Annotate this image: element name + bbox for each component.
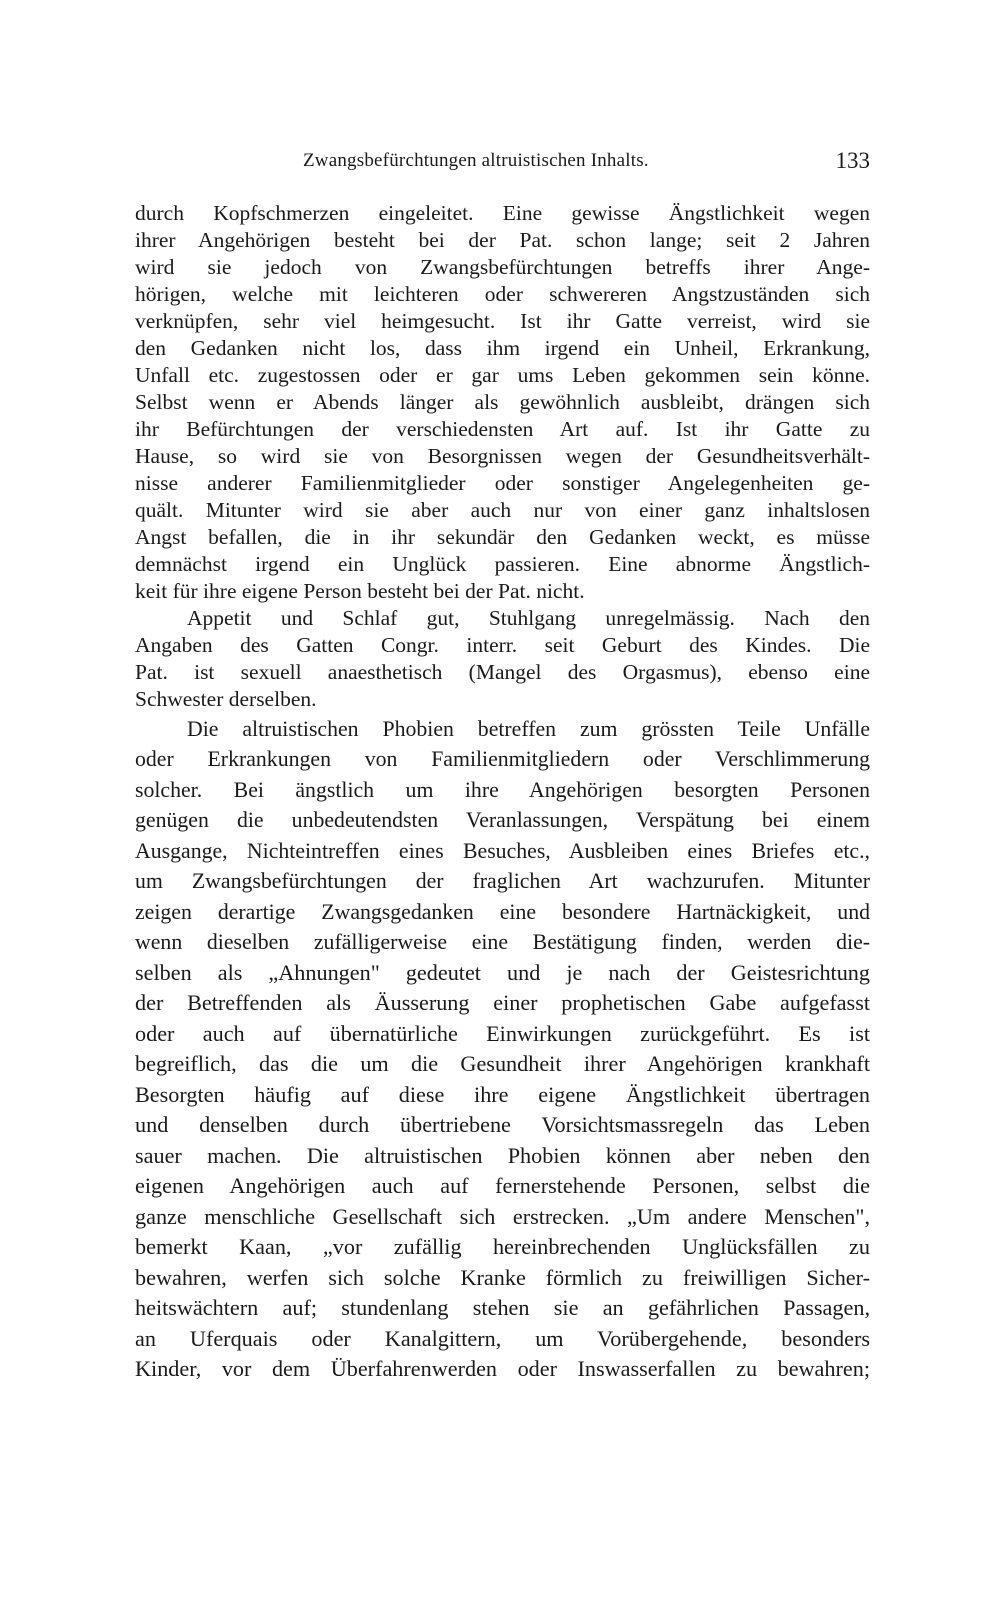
page-header: [135, 148, 870, 178]
text-line: selben als „Ahnungen" gedeutet und je nach der Geistesrichtung: [135, 960, 870, 985]
text-line: wird sie jedoch von Zwangsbefürchtungen betreffs ihrer Ange-: [135, 255, 870, 279]
text-line: verknüpfen, sehr viel heimgesucht. Ist ihr Gatte verreist, wird sie: [135, 309, 870, 333]
text-line: durch Kopfschmerzen eingeleitet. Eine gewisse Ängstlichkeit wegen: [135, 201, 870, 225]
text-line: heitswächtern auf; stundenlang stehen sie an gefährlichen Passagen,: [135, 1295, 870, 1320]
text-line: Angaben des Gatten Congr. interr. seit Geburt des Kindes. Die: [135, 633, 870, 657]
text-line: an Uferquais oder Kanalgittern, um Vorübergehende, besonders: [135, 1326, 870, 1351]
text-line: ihrer Angehörigen besteht bei der Pat. schon lange; seit 2 Jahren: [135, 228, 870, 252]
text-line: bemerkt Kaan, „vor zufällig hereinbrechenden Unglücksfällen zu: [135, 1234, 870, 1259]
text-line: Hause, so wird sie von Besorgnissen wegen der Gesundheitsverhält-: [135, 444, 870, 468]
text-line: Pat. ist sexuell anaesthetisch (Mangel des Orgasmus), ebenso eine: [135, 660, 870, 684]
running-title: Zwangsbefürchtungen altruistischen Inhalts.: [303, 150, 649, 171]
text-line: ganze menschliche Gesellschaft sich erstrecken. „Um andere Menschen",: [135, 1204, 870, 1229]
text-line: quält. Mitunter wird sie aber auch nur von einer ganz inhaltslosen: [135, 498, 870, 522]
text-line: begreiflich, das die um die Gesundheit ihrer Angehörigen krankhaft: [135, 1051, 870, 1076]
text-line: um Zwangsbefürchtungen der fraglichen Art wachzurufen. Mitunter: [135, 869, 870, 893]
text-line: Appetit und Schlaf gut, Stuhlgang unregelmässig. Nach den: [187, 606, 870, 630]
text-line: Besorgten häufig auf diese ihre eigene Ängstlichkeit übertragen: [135, 1082, 870, 1107]
text-line: Ausgange, Nichteintreffen eines Besuches, Ausbleiben eines Briefes etc.,: [135, 839, 870, 863]
text-line: hörigen, welche mit leichteren oder schwereren Angstzuständen sich: [135, 282, 870, 306]
text-line: der Betreffenden als Äusserung einer prophetischen Gabe aufgefasst: [135, 990, 870, 1015]
text-line: keit für ihre eigene Person besteht bei der Pat. nicht.: [135, 579, 585, 603]
text-line: demnächst irgend ein Unglück passieren. Eine abnorme Ängstlich-: [135, 552, 870, 576]
text-line: oder auch auf übernatürliche Einwirkungen zurückgeführt. Es ist: [135, 1021, 870, 1046]
text-line: Schwester derselben.: [135, 687, 317, 711]
text-line: Kinder, vor dem Überfahrenwerden oder Inswasserfallen zu bewahren;: [135, 1356, 870, 1381]
text-line: Selbst wenn er Abends länger als gewöhnlich ausbleibt, drängen sich: [135, 390, 870, 414]
text-line: sauer machen. Die altruistischen Phobien können aber neben den: [135, 1143, 870, 1168]
text-line: den Gedanken nicht los, dass ihm irgend ein Unheil, Erkrankung,: [135, 336, 870, 360]
page-number: 133: [835, 148, 870, 173]
text-line: und denselben durch übertriebene Vorsichtsmassregeln das Leben: [135, 1112, 870, 1137]
text-line: nisse anderer Familienmitglieder oder sonstiger Angelegenheiten ge-: [135, 471, 870, 495]
text-line: bewahren, werfen sich solche Kranke förmlich zu freiwilligen Sicher-: [135, 1265, 870, 1290]
text-line: zeigen derartige Zwangsgedanken eine besondere Hartnäckigkeit, und: [135, 900, 870, 924]
text-line: ihr Befürchtungen der verschiedensten Art auf. Ist ihr Gatte zu: [135, 417, 870, 441]
text-line: oder Erkrankungen von Familienmitgliedern oder Verschlimmerung: [135, 747, 870, 771]
text-line: Die altruistischen Phobien betreffen zum grössten Teile Unfälle: [187, 717, 870, 741]
text-line: Unfall etc. zugestossen oder er gar ums Leben gekommen sein könne.: [135, 363, 870, 387]
text-line: Angst befallen, die in ihr sekundär den Gedanken weckt, es müsse: [135, 525, 870, 549]
text-line: wenn dieselben zufälligerweise eine Bestätigung finden, werden die-: [135, 930, 870, 954]
text-line: eigenen Angehörigen auch auf fernerstehende Personen, selbst die: [135, 1173, 870, 1198]
text-line: solcher. Bei ängstlich um ihre Angehörigen besorgten Personen: [135, 778, 870, 802]
text-line: genügen die unbedeutendsten Veranlassungen, Verspätung bei einem: [135, 808, 870, 832]
